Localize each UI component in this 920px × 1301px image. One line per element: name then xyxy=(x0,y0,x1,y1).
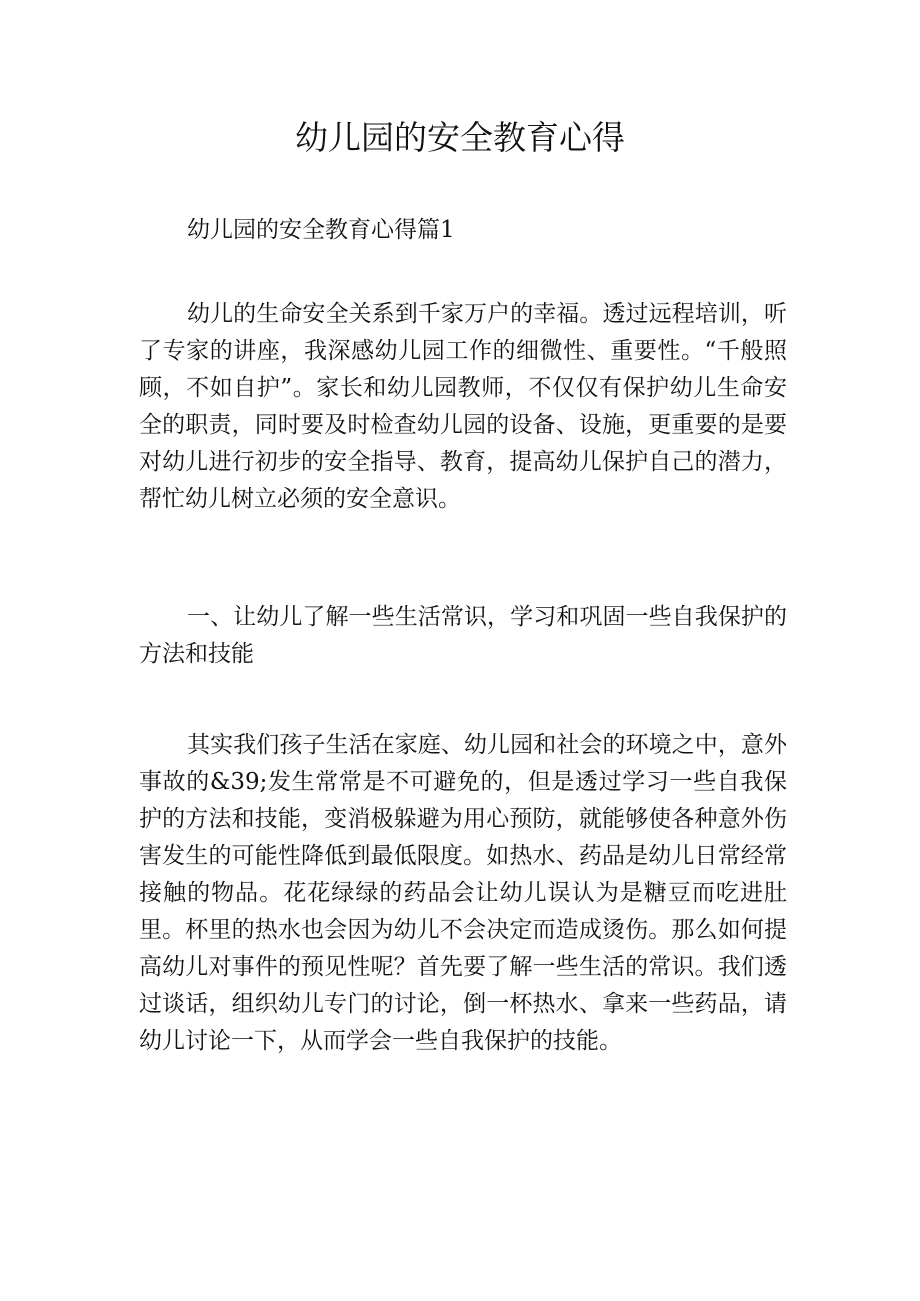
document-title: 幼儿园的安全教育心得 xyxy=(295,118,625,157)
section-heading-1: 一、让幼儿了解一些生活常识，学习和巩固一些自我保护的方法和技能 xyxy=(139,604,787,667)
paragraph-2: 其实我们孩子生活在家庭、幼儿园和社会的环境之中，意外事故的&39;发生常常是不可避免的，但是透过学习一些自我保护的方法和技能，变消极躲避为用心预防，就能够使各种意外伤害发生的可能性降低到最低限度。如热水、药品是幼儿日常经常接触的物品。花花绿绿的药品会让幼儿误认为是糖豆而吃进肚里。杯里的热水也会因为幼儿不会决定而造成烫伤。那么如何提高幼儿对事件的预见性呢？首先要了解一些生活的常识。我们透过谈话，组织幼儿专门的讨论，倒一杯热水、拿来一些药品，请幼儿讨论一下，从而学会一些自我保护的技能。 xyxy=(139,732,787,1054)
article-subtitle: 幼儿园的安全教育心得篇1 xyxy=(187,217,455,243)
paragraph-1: 幼儿的生命安全关系到千家万户的幸福。透过远程培训，听了专家的讲座，我深感幼儿园工作的细微性、重要性。“千般照顾，不如自护”。家长和幼儿园教师，不仅仅有保护幼儿生命安全的职责，同时要及时检查幼儿园的设备、设施，更重要的是要对幼儿进行初步的安全指导、教育，提高幼儿保护自己的潜力，帮忙幼儿树立必须的安全意识。 xyxy=(139,301,787,512)
